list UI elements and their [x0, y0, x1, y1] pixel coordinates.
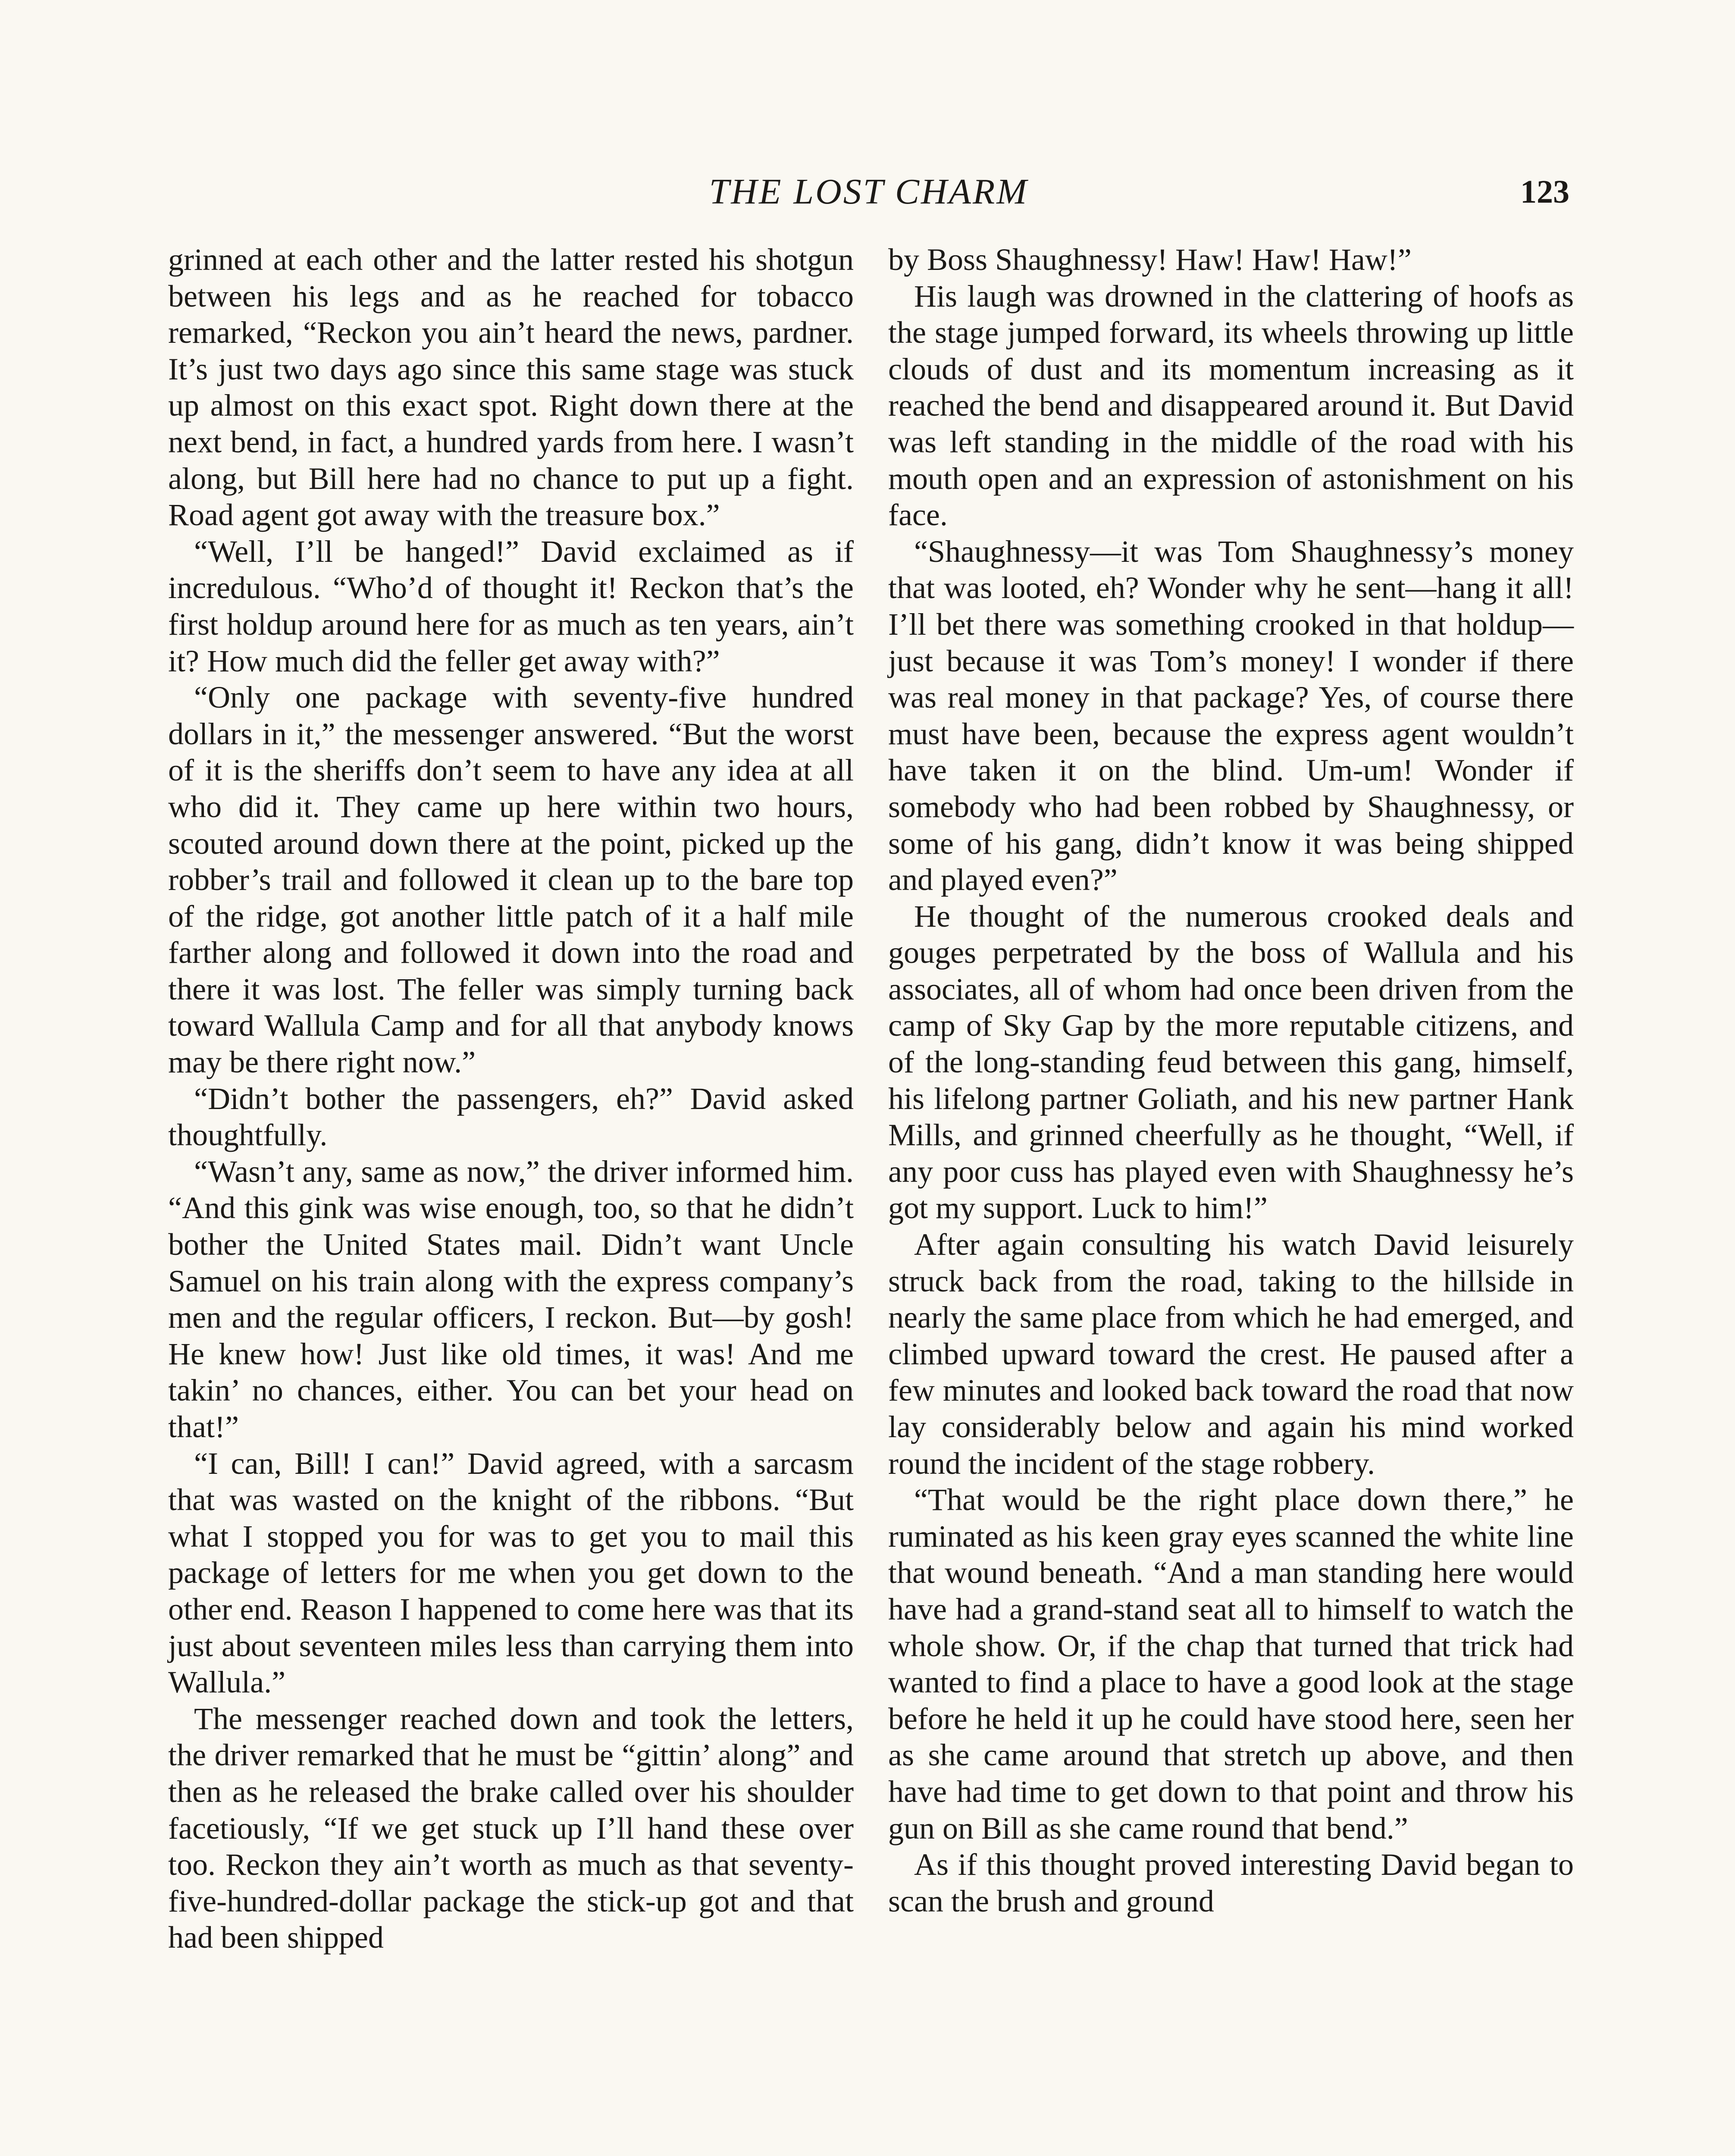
paragraph: After again consulting his watch David leisurely struck back from the road, taking to the hillside in nearly the same place from which he had emerged, and climbed upward toward the crest. He paused after a few minutes and looked back toward the road that now lay considerably below and again his mind worked round the incident of the stage robbery.: [888, 1227, 1574, 1481]
left-column: [168, 241, 854, 1956]
paragraph: He thought of the numerous crooked deals and gouges perpetrated by the boss of Wallula and his associates, all of whom had once been driven from the camp of Sky Gap by the more reputable citizens, and of the long-standing feud between this gang, himself, his lifelong partner Goliath, and his new partner Hank Mills, and grinned cheerfully as he thought, “Well, if any poor cuss has played even with Shaughnessy he’s got my support. Luck to him!”: [888, 899, 1574, 1225]
paragraph: His laugh was drowned in the clattering of hoofs as the stage jumped forward, its wheels throwing up little clouds of dust and its momentum increasing as it reached the bend and disappeared around it. But David was left standing in the middle of the road with his mouth open and an expression of astonishment on his face.: [888, 279, 1574, 533]
paragraph: by Boss Shaughnessy! Haw! Haw! Haw!”: [888, 242, 1412, 277]
paragraph: “I can, Bill! I can!” David agreed, with a sarcasm that was wasted on the knight of the ribbons. “But what I stopped you for was to get you to mail this package of letters for me when you get down to the other end. Reason I happened to come here was that its just about seventeen miles less than carrying them into Wallula.”: [168, 1446, 854, 1700]
right-column: [888, 241, 1574, 1919]
paragraph: “Wasn’t any, same as now,” the driver informed him. “And this gink was wise enough, too, so that he didn’t bother the United States mail. Didn’t want Uncle Samuel on his train along with the express company’s men and the regular officers, I reckon. But—by gosh! He knew how! Just like old times, it was! And me takin’ no chances, either. You can bet your head on that!”: [168, 1154, 854, 1444]
running-head: [168, 164, 1569, 220]
paragraph: “Shaughnessy—it was Tom Shaughnessy’s money that was looted, eh? Wonder why he sent—hang it all! I’ll bet there was something crooked in that holdup—just because it was Tom’s money! I wonder if there was real money in that package? Yes, of course there must have been, because the express agent wouldn’t have taken it on the blind. Um-um! Wonder if somebody who had been robbed by Shaughnessy, or some of his gang, didn’t know it was being shipped and played even?”: [888, 534, 1574, 897]
paragraph: “Only one package with seventy-five hundred dollars in it,” the messenger answered. “But the worst of it is the sheriffs don’t seem to have any idea at all who did it. They came up here within two hours, scouted around down there at the point, picked up the robber’s trail and followed it clean up to the bare top of the ridge, got another little patch of it a half mile farther along and followed it down into the road and there it was lost. The feller was simply turning back toward Wallula Camp and for all that anybody knows may be there right now.”: [168, 680, 854, 1080]
paragraph: “Well, I’ll be hanged!” David exclaimed as if incredulous. “Who’d of thought it! Reckon that’s the first holdup around here for as much as ten years, ain’t it? How much did the feller get away with?”: [168, 534, 854, 678]
paragraph: grinned at each other and the latter rested his shotgun between his legs and as he reached for tobacco remarked, “Reckon you ain’t heard the news, pardner. It’s just two days ago since this same stage was stuck up almost on this exact spot. Right down there at the next bend, in fact, a hundred yards from here. I wasn’t along, but Bill here had no chance to put up a fight. Road agent got away with the treasure box.”: [168, 242, 854, 533]
paragraph: “Didn’t bother the passengers, eh?” David asked thoughtfully.: [168, 1081, 854, 1153]
page-number: 123: [1520, 174, 1569, 210]
paragraph: “That would be the right place down there,” he ruminated as his keen gray eyes scanned the white line that wound beneath. “And a man standing here would have had a grand-stand seat all to himself to watch the whole show. Or, if the chap that turned that trick had wanted to find a place to have a good look at the stage before he held it up he could have stood here, seen her as she came around that stretch up above, and then have had time to get down to that point and throw his gun on Bill as she came round that bend.”: [888, 1482, 1574, 1846]
chapter-title: THE LOST CHARM: [709, 172, 1029, 212]
paragraph: The messenger reached down and took the letters, the driver remarked that he must be “gittin’ along” and then as he released the brake called over his shoulder facetiously, “If we get stuck up I’ll hand these over too. Reckon they ain’t worth as much as that seventy-five-hundred-dollar package the stick-up got and that had been shipped: [168, 1701, 854, 1955]
paragraph: As if this thought proved interesting David began to scan the brush and ground: [888, 1847, 1574, 1918]
